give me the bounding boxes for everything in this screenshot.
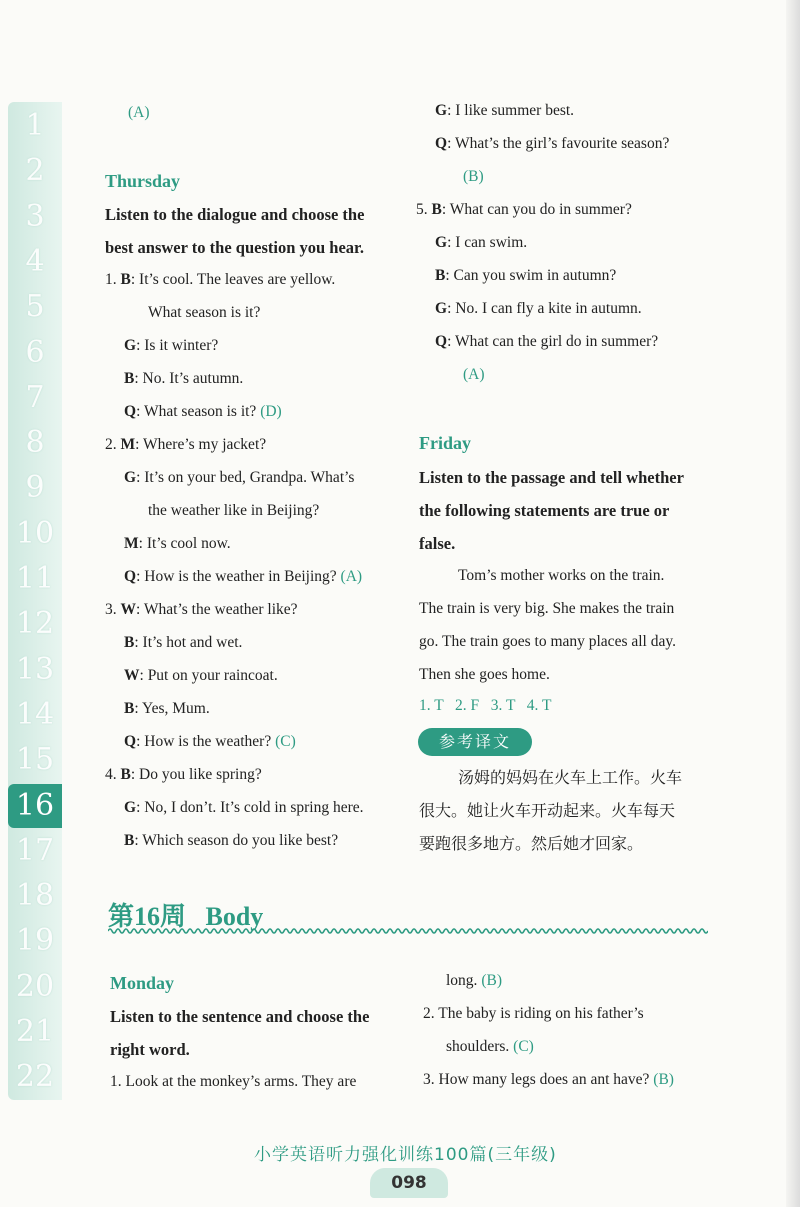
chapter-tab-9[interactable]: 9 xyxy=(25,470,45,506)
dialogue-line: G: It’s on your bed, Grandpa. What’s xyxy=(124,469,355,486)
speaker-label: B xyxy=(124,700,135,717)
line-text: Where’s my jacket? xyxy=(143,436,267,453)
speaker-label: Q xyxy=(124,568,137,585)
speaker-label: G xyxy=(124,799,137,816)
previous-answer: (A) xyxy=(128,104,150,121)
dialogue-line: G: I like summer best. xyxy=(435,102,575,119)
dialogue-line: Q: How is the weather? (C) xyxy=(124,733,296,750)
chapter-tab-21[interactable]: 21 xyxy=(15,1014,55,1049)
speaker-label: B xyxy=(120,766,131,783)
line-text: No. I can fly a kite in autumn. xyxy=(455,300,642,317)
chapter-tab-20[interactable]: 20 xyxy=(15,968,55,1004)
speaker-label: Q xyxy=(435,135,448,152)
answer: (B) xyxy=(477,972,502,989)
answer: (D) xyxy=(256,403,282,420)
chapter-tab-11[interactable]: 11 xyxy=(15,561,55,596)
dialogue-line: G: No. I can fly a kite in autumn. xyxy=(435,300,642,317)
answer: (A) xyxy=(336,568,363,585)
line-text: 3. How many legs does an ant have? xyxy=(423,1071,650,1088)
chapter-tab-22[interactable]: 22 xyxy=(15,1059,55,1095)
speaker-label: B xyxy=(120,271,131,288)
line-text: How is the weather in Beijing? xyxy=(144,568,337,585)
dialogue-line: Q: What’s the girl’s favourite season? xyxy=(435,135,670,152)
speaker-label: B xyxy=(124,370,135,387)
question-line xyxy=(446,972,502,990)
translation-line-1: 汤姆的妈妈在火车上工作。火车 xyxy=(458,768,683,787)
translation-line-3: 要跑很多地方。然后她才回家。 xyxy=(419,834,644,853)
answer: (C) xyxy=(509,1038,534,1055)
monday-instruction-1: Listen to the sentence and choose the xyxy=(110,1007,370,1026)
book-title: 小学英语听力强化训练100篇(三年级) xyxy=(254,1145,557,1165)
dialogue-line xyxy=(148,502,319,520)
answer: (C) xyxy=(271,733,296,750)
translation-line-2: 很大。她让火车开动起来。火车每天 xyxy=(419,801,676,820)
page-number: 098 xyxy=(370,1168,448,1198)
chapter-tab-17[interactable]: 17 xyxy=(15,832,55,868)
chapter-tab-19[interactable]: 19 xyxy=(15,923,55,959)
line-text: It’s cool. The leaves are yellow. xyxy=(139,271,336,288)
item-number: 5. xyxy=(416,201,432,218)
thursday-instruction-2: best answer to the question you hear. xyxy=(105,238,364,257)
speaker-label: G xyxy=(435,300,448,317)
line-text: I can swim. xyxy=(455,234,528,251)
line-text: It’s cool now. xyxy=(146,535,231,552)
line-text: the weather like in Beijing? xyxy=(148,502,320,519)
speaker-label: M xyxy=(120,436,136,453)
page-edge xyxy=(786,0,800,1207)
dialogue-line: B: No. It’s autumn. xyxy=(124,370,244,387)
speaker-label: Q xyxy=(435,333,448,350)
question-line xyxy=(423,1071,674,1089)
item-number: 2. xyxy=(105,436,121,453)
passage-line-3: go. The train goes to many places all day. xyxy=(419,633,676,650)
item-number: 1. xyxy=(105,271,121,288)
question-line xyxy=(423,1005,644,1023)
line-text: It’s on your bed, Grandpa. What’s xyxy=(144,469,355,486)
chapter-tab-15[interactable]: 15 xyxy=(15,742,55,778)
line-text: What can the girl do in summer? xyxy=(454,333,659,350)
dialogue-line: 5. B: What can you do in summer? xyxy=(416,201,632,218)
chapter-tab-6[interactable]: 6 xyxy=(25,334,45,370)
dialogue-line xyxy=(148,304,260,322)
dialogue-line: B: Can you swim in autumn? xyxy=(435,267,617,284)
line-text: No. It’s autumn. xyxy=(142,370,244,387)
speaker-label: B xyxy=(124,634,135,651)
monday-instruction-2: right word. xyxy=(110,1040,190,1059)
line-text: Which season do you like best? xyxy=(142,832,339,849)
monday-heading: Monday xyxy=(110,973,175,993)
line-text: What’s the weather like? xyxy=(143,601,298,618)
dialogue-line: B: Which season do you like best? xyxy=(124,832,339,849)
chapter-tab-12[interactable]: 12 xyxy=(15,606,55,642)
line-text: shoulders. xyxy=(446,1038,510,1055)
chapter-tab-14[interactable]: 14 xyxy=(15,696,55,732)
dialogue-line: G: No, I don’t. It’s cold in spring here. xyxy=(124,799,364,816)
chapter-tab-13[interactable]: 13 xyxy=(15,651,55,687)
translation-badge: 参考译文 xyxy=(418,728,532,756)
line-text: It’s hot and wet. xyxy=(142,634,243,651)
line-text: What can you do in summer? xyxy=(449,201,632,218)
friday-answers: 1. T 2. F 3. T 4. T xyxy=(419,697,552,714)
item-number: 4. xyxy=(105,766,121,783)
dialogue-line: 3. W: What’s the weather like? xyxy=(105,601,298,618)
friday-instruction-3: false. xyxy=(419,534,456,553)
question-line xyxy=(446,1038,534,1056)
dialogue-line xyxy=(463,168,484,186)
speaker-label: W xyxy=(120,601,136,618)
line-text: Do you like spring? xyxy=(139,766,262,783)
passage-line-1: Tom’s mother works on the train. xyxy=(458,567,665,584)
dialogue-line: B: Yes, Mum. xyxy=(124,700,210,717)
dialogue-line: Q: What season is it? (D) xyxy=(124,403,282,420)
dialogue-line: 4. B: Do you like spring? xyxy=(105,766,262,783)
line-text: How is the weather? xyxy=(144,733,272,750)
chapter-tab-10[interactable]: 10 xyxy=(15,515,55,551)
passage-line-4: Then she goes home. xyxy=(419,666,550,683)
dialogue-line: 2. M: Where’s my jacket? xyxy=(105,436,267,453)
speaker-label: M xyxy=(124,535,139,552)
line-text: Can you swim in autumn? xyxy=(453,267,617,284)
speaker-label: G xyxy=(435,234,448,251)
speaker-label: Q xyxy=(124,733,137,750)
dialogue-line: G: Is it winter? xyxy=(124,337,219,354)
speaker-label: B xyxy=(431,201,442,218)
friday-heading: Friday xyxy=(419,433,471,453)
line-text: What season is it? xyxy=(143,403,257,420)
chapter-tab-1[interactable]: 1 xyxy=(25,108,45,143)
speaker-label: Q xyxy=(124,403,137,420)
speaker-label: G xyxy=(124,337,137,354)
line-text: 2. The baby is riding on his father’s xyxy=(423,1005,644,1022)
item-number: 3. xyxy=(105,601,121,618)
line-text: Put on your raincoat. xyxy=(147,667,278,684)
dialogue-line: 1. B: It’s cool. The leaves are yellow. xyxy=(105,271,336,288)
speaker-label: B xyxy=(124,832,135,849)
chapter-tab-16[interactable]: 16 xyxy=(8,784,62,828)
chapter-tab-18[interactable]: 18 xyxy=(15,878,55,914)
dialogue-line: W: Put on your raincoat. xyxy=(124,667,278,684)
chapter-tab-4[interactable]: 4 xyxy=(25,243,45,279)
chapter-tab-2[interactable]: 2 xyxy=(25,153,45,189)
line-text: What season is it? xyxy=(148,304,261,321)
thursday-heading: Thursday xyxy=(105,171,181,191)
dialogue-line: Q: How is the weather in Beijing? (A) xyxy=(124,568,363,585)
monday-question-1: 1. Look at the monkey’s arms. They are xyxy=(110,1073,357,1090)
speaker-label: B xyxy=(435,267,446,284)
chapter-tab-5[interactable]: 5 xyxy=(25,289,45,325)
chapter-tab-3[interactable]: 3 xyxy=(25,198,45,234)
dialogue-line: Q: What can the girl do in summer? xyxy=(435,333,659,350)
friday-instruction-1: Listen to the passage and tell whether xyxy=(419,468,684,487)
line-text: What’s the girl’s favourite season? xyxy=(454,135,670,152)
thursday-instruction-1: Listen to the dialogue and choose the xyxy=(105,205,365,224)
speaker-label: G xyxy=(435,102,448,119)
dialogue-line: G: I can swim. xyxy=(435,234,528,251)
dialogue-line xyxy=(463,366,485,384)
line-text: Is it winter? xyxy=(144,337,219,354)
line-text: No, I don’t. It’s cold in spring here. xyxy=(144,799,364,816)
chapter-tab-7[interactable]: 7 xyxy=(25,379,45,415)
answer: (B) xyxy=(463,168,484,185)
week-title: 第16周 Body xyxy=(108,902,264,931)
passage-line-2: The train is very big. She makes the train xyxy=(419,600,675,617)
friday-instruction-2: the following statements are true or xyxy=(419,501,670,520)
dialogue-line: M: It’s cool now. xyxy=(124,535,231,552)
answer: (A) xyxy=(463,366,485,383)
speaker-label: W xyxy=(124,667,140,684)
line-text: long. xyxy=(446,972,478,989)
speaker-label: G xyxy=(124,469,137,486)
wavy-divider xyxy=(108,926,708,936)
answer: (B) xyxy=(649,1071,674,1088)
line-text: I like summer best. xyxy=(455,102,575,119)
line-text: Yes, Mum. xyxy=(141,700,210,717)
dialogue-line: B: It’s hot and wet. xyxy=(124,634,243,651)
chapter-tab-8[interactable]: 8 xyxy=(25,425,45,461)
